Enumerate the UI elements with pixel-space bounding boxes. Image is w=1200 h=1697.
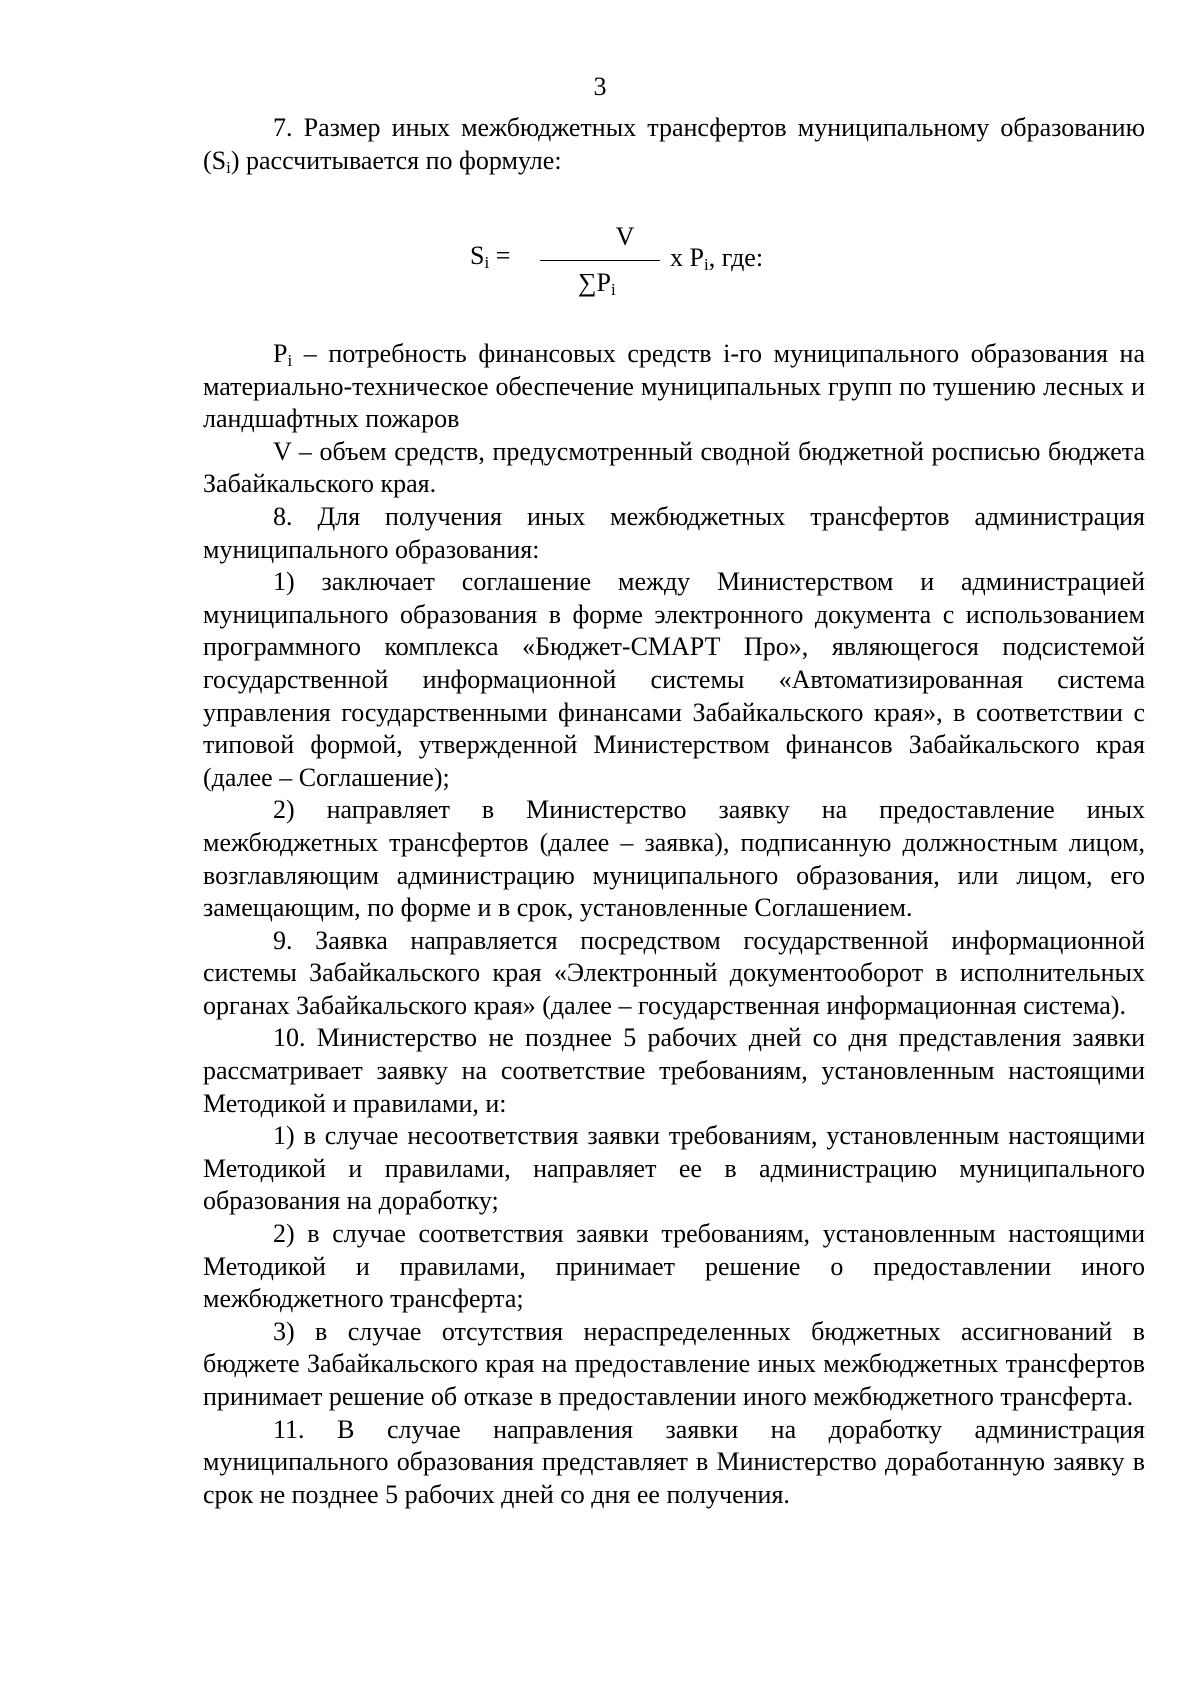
paragraph-10-item-3: 3) в случае отсутствия нераспределенных бюджетных ассигнований в бюджете Забайкальского края на предоставление иных межбюджетных трансфертов принимает решение об отказе в предоставлении иного межбюджетного трансферта.: [203, 1316, 1145, 1411]
formula-rhs: х $P_i$, где:: [670, 243, 764, 274]
paragraph-10: 10. Министерство не позднее 5 рабочих дней со дня представления заявки рассматривает заявку на соответствие требованиям, установленным настоящими Методикой и правилами, и:: [203, 1023, 1145, 1118]
formula-lhs: $S_i$ =: [470, 241, 511, 272]
paragraph-8-item-1: 1) заключает соглашение между Министерством и администрацией муниципального образования в форме электронного документа с использованием программного комплекса «Бюджет-СМАРТ Про», являющегося подсистемой государственной информационной системы «Автоматизированная система управления государственными финансами Забайкальского края», в соответствии с типовой формой, утвержденной Министерством финансов Забайкальского края (далее – Соглашение);: [203, 567, 1145, 792]
section-main: [203, 338, 1145, 1511]
paragraph-9: 9. Заявка направляется посредством государственной информационной системы Забайкальского края «Электронный документооборот в исполнительных органах Забайкальского края» (далее – государственная информационная система).: [203, 925, 1145, 1020]
paragraph-10-item-2: 2) в случае соответствия заявки требованиям, установленным настоящими Методикой и правилами, принимает решение о предоставлении иного межбюджетного трансферта;: [203, 1219, 1145, 1314]
definition-p: $P_i$ – потребность финансовых средств i-го муниципального образования на материально-техническое обеспечение муниципальных групп по тушению лесных и ландшафтных пожаров: [203, 339, 1145, 434]
paragraph-8-item-2: 2) направляет в Министерство заявку на предоставление иных межбюджетных трансфертов (далее – заявка), подписанную должностным лицом, возглавляющим администрацию муниципального образования, или лицом, его замещающим, по форме и в срок, установленные Соглашением.: [203, 795, 1145, 923]
paragraph-11: 11. В случае направления заявки на доработку администрация муниципального образования представляет в Министерство доработанную заявку в срок не позднее 5 рабочих дней со дня ее получения.: [203, 1414, 1145, 1509]
fraction-bar: [540, 260, 660, 261]
formula: [470, 218, 800, 308]
paragraph-10-item-1: 1) в случае несоответствия заявки требованиям, установленным настоящими Методикой и правилами, направляет ее в администрацию муниципального образования на доработку;: [203, 1121, 1145, 1216]
paragraph-7: 7. Размер иных межбюджетных трансфертов муниципальному образованию $(S_i)$ рассчитывается по формуле:: [203, 113, 1145, 177]
formula-denominator: $\sum P_i$: [578, 268, 616, 299]
page-number: 3: [593, 72, 607, 101]
definition-v: V – объем средств, предусмотренный сводной бюджетной росписью бюджета Забайкальского края.: [203, 436, 1145, 499]
section-top: [203, 112, 1145, 177]
formula-numerator: V: [615, 222, 635, 251]
paragraph-8: 8. Для получения иных межбюджетных трансфертов администрация муниципального образования:: [203, 501, 1145, 564]
